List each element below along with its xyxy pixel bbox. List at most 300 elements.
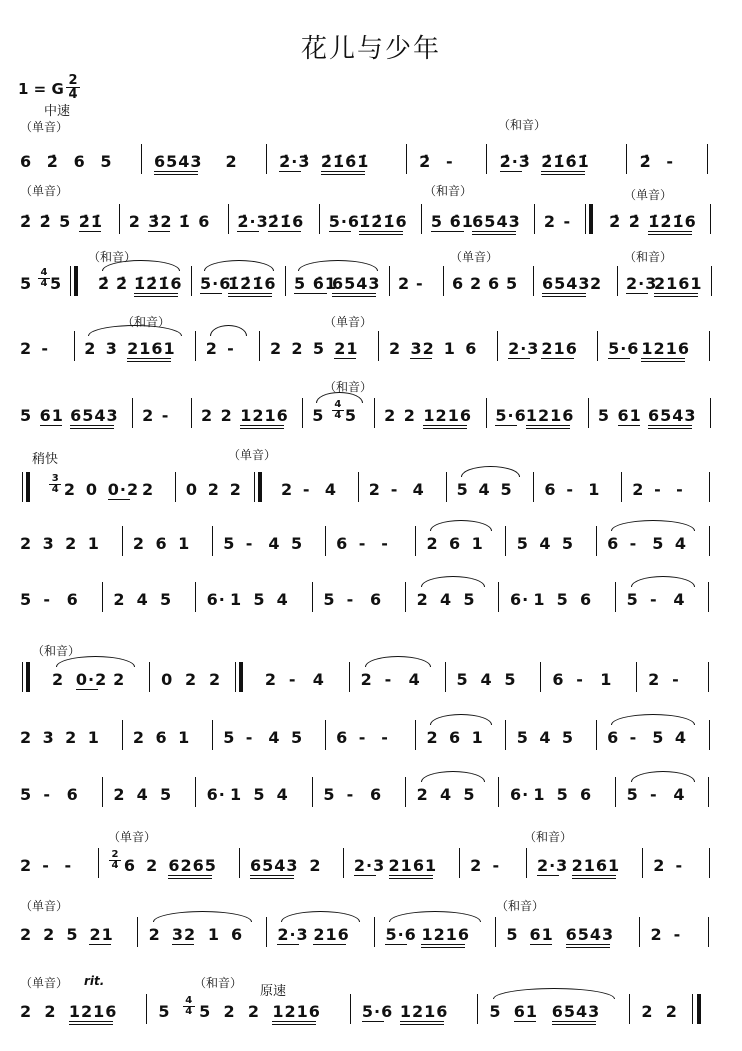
beam <box>400 1021 444 1022</box>
note: 2·3 <box>626 274 658 293</box>
note: 2̇1̇6̇1̇ <box>541 152 590 171</box>
note: 1̇2̇1̇6 <box>648 212 697 231</box>
slur <box>631 576 695 587</box>
note: - <box>673 925 682 944</box>
score-line <box>20 522 720 562</box>
note: 1216 <box>272 1002 321 1021</box>
beam <box>530 944 552 945</box>
note: 2̇ <box>46 152 59 171</box>
bar-line <box>709 720 710 750</box>
note: 4 <box>478 480 491 499</box>
note: 5 <box>463 785 476 804</box>
beam-double <box>134 296 178 297</box>
bar-line <box>405 777 406 807</box>
bar-line <box>266 144 267 174</box>
beam-double <box>321 174 365 175</box>
beam <box>154 171 198 172</box>
chord-marking: （和音） <box>88 250 137 264</box>
time-signature-change-top: 4 <box>334 399 342 410</box>
time-signature-change-bottom: 4 <box>109 860 121 871</box>
beam-double <box>69 1024 113 1025</box>
note: 5 <box>652 534 665 553</box>
bar-line <box>405 582 406 612</box>
bar-line <box>102 582 103 612</box>
beam <box>537 875 559 876</box>
note: - <box>346 590 355 609</box>
beam-double <box>542 296 586 297</box>
note: 5 <box>516 534 529 553</box>
note: 6543 <box>250 856 299 875</box>
note: 4 <box>674 728 687 747</box>
bar-line <box>149 662 150 692</box>
note: 2 <box>416 785 429 804</box>
beam <box>526 425 570 426</box>
beam <box>237 231 259 232</box>
note: 6 <box>607 534 620 553</box>
note: 2161 <box>654 274 703 293</box>
note: 6 <box>370 785 383 804</box>
bar-line <box>533 266 534 296</box>
note: 5 <box>312 406 325 425</box>
beam <box>250 875 294 876</box>
bar-line <box>212 720 213 750</box>
chord-marking: （和音） <box>496 899 545 913</box>
single-note-marking: （单音） <box>20 120 69 134</box>
note: 5 <box>253 590 266 609</box>
beam <box>240 425 284 426</box>
note: 216 <box>313 925 350 944</box>
bar-line-thick <box>26 662 30 692</box>
note: - <box>445 152 454 171</box>
note: 4 <box>136 785 149 804</box>
bar-line <box>596 720 597 750</box>
note: 2 <box>360 670 373 689</box>
note: 4 <box>673 590 686 609</box>
beam <box>618 425 640 426</box>
bar-line <box>707 144 708 174</box>
note: - <box>650 590 658 609</box>
bar-line-thick <box>589 204 593 234</box>
beam <box>69 1021 113 1022</box>
time-signature-change <box>38 268 50 289</box>
beam-double <box>168 878 212 879</box>
bar-line <box>495 917 496 947</box>
slur <box>430 714 492 725</box>
beam <box>641 358 685 359</box>
note: 2 <box>632 480 645 499</box>
note: 4 <box>268 728 281 747</box>
note: 1 <box>230 590 243 609</box>
bar-line-thick <box>258 472 262 502</box>
note: 6543 <box>332 274 381 293</box>
note: 1216 <box>423 406 472 425</box>
slur <box>611 520 695 531</box>
note: 5 <box>290 534 304 553</box>
note: 2̇·3̇ <box>279 152 311 171</box>
note: 4 <box>673 785 686 804</box>
bar-line-thin <box>22 472 23 502</box>
bar-line <box>617 266 618 296</box>
note: 6 <box>580 590 593 609</box>
note: 2̇ <box>609 212 622 231</box>
note: 1 <box>87 534 100 553</box>
chord-marking: （和音） <box>524 830 573 844</box>
beam-double <box>250 878 294 879</box>
note: 5 <box>253 785 266 804</box>
note: - <box>358 728 367 747</box>
note: 61 <box>39 406 64 425</box>
note: 0 <box>185 480 198 499</box>
note: 2 <box>291 339 304 358</box>
note: 6 <box>198 212 211 231</box>
note: 5 <box>556 785 569 804</box>
note: 2 <box>65 728 78 747</box>
note: 2 <box>142 406 155 425</box>
bar-line-thin <box>22 662 23 692</box>
single-note-marking: （单音） <box>450 250 499 264</box>
note: 2 <box>200 406 214 425</box>
score-line <box>20 658 720 698</box>
note: 2 <box>384 406 397 425</box>
bar-line <box>709 331 710 361</box>
note: 2 <box>368 480 381 499</box>
bar-line <box>374 398 375 428</box>
slur <box>389 911 481 922</box>
beam-double <box>70 428 114 429</box>
note: 2 <box>641 1002 654 1021</box>
note: 2161 <box>571 856 621 875</box>
note: 4 <box>480 670 493 689</box>
note: 6· <box>206 590 226 609</box>
time-signature-change-top: 4 <box>185 995 193 1006</box>
bar-line <box>711 266 712 296</box>
note: 5 <box>100 152 113 171</box>
key-signature: 1 = G <box>18 80 64 98</box>
note: 5 <box>199 1002 212 1021</box>
beam-double <box>359 234 403 235</box>
bar-line <box>312 777 313 807</box>
beam-double <box>332 296 376 297</box>
bar-line <box>195 331 196 361</box>
beam-double <box>572 878 616 879</box>
note: 2 <box>20 339 33 358</box>
note: 6 <box>449 728 462 747</box>
bar-line <box>621 472 622 502</box>
bar-line <box>350 994 351 1024</box>
note: 5·6 <box>328 212 361 231</box>
bar-line <box>534 204 535 234</box>
note: 4 <box>440 590 453 609</box>
beam <box>362 1021 384 1022</box>
note: 2̇·3 <box>237 212 269 231</box>
note: 3̇2 <box>148 212 173 231</box>
beam <box>495 425 517 426</box>
note: 5 <box>456 670 469 689</box>
note: - <box>672 670 680 689</box>
note: 2 <box>185 670 198 689</box>
bar-line <box>597 331 598 361</box>
note: 2̇1̇6̇1̇ <box>320 152 370 171</box>
note: 4 <box>539 534 552 553</box>
note: 6 <box>231 925 244 944</box>
note: 5 <box>20 785 33 804</box>
beam-double <box>240 428 284 429</box>
slur <box>210 325 247 336</box>
note: - <box>492 856 501 875</box>
note: 2 <box>141 480 155 499</box>
note: 1̇2̇1̇6 <box>359 212 408 231</box>
bar-line <box>406 144 407 174</box>
note: 2 <box>20 856 33 875</box>
page-title: 花儿与少年 <box>300 34 441 64</box>
note: 61 <box>617 406 642 425</box>
note: 2̇ <box>20 212 33 231</box>
note: - <box>245 728 254 747</box>
slur <box>493 988 615 999</box>
note: - <box>302 480 311 499</box>
tempo-marking: 原速 <box>260 984 287 999</box>
beam <box>228 293 272 294</box>
note: 21 <box>89 925 114 944</box>
score-line <box>20 394 720 434</box>
note: 5 <box>20 406 33 425</box>
beam <box>552 1021 596 1022</box>
note: 2 <box>208 670 222 689</box>
note: 1 <box>471 728 484 747</box>
beam-double <box>228 296 272 297</box>
note: 2 <box>113 785 126 804</box>
single-note-marking: （单音） <box>624 188 673 202</box>
score-line <box>20 990 720 1030</box>
bar-line <box>228 204 229 234</box>
bar-line <box>443 266 444 296</box>
note: 4 <box>408 670 421 689</box>
note: 5 <box>626 785 639 804</box>
slur <box>365 656 431 667</box>
bar-line <box>709 526 710 556</box>
note: 2 <box>65 534 78 553</box>
note: 5 <box>561 534 575 553</box>
beam <box>268 231 301 232</box>
bar-line-thin <box>254 472 255 502</box>
note: 5 <box>290 728 304 747</box>
note: - <box>288 670 297 689</box>
bar-line <box>325 720 326 750</box>
bar-line <box>708 582 709 612</box>
note: 2̇1̇ <box>78 212 103 231</box>
beam-double <box>472 234 516 235</box>
note: - <box>42 856 50 875</box>
score-line <box>20 913 720 953</box>
note: 2 <box>113 590 126 609</box>
beam <box>277 944 299 945</box>
beam <box>608 358 630 359</box>
score-line <box>20 200 720 240</box>
beam <box>541 358 574 359</box>
note: - <box>650 785 658 804</box>
note: 6 <box>544 480 557 499</box>
tempo-marking: 稍快 <box>32 452 59 467</box>
note: 2 <box>648 670 661 689</box>
time-signature-change-bottom: 4 <box>38 278 50 289</box>
note: 2 <box>44 1002 57 1021</box>
note: 6 <box>552 670 565 689</box>
bar-line <box>343 848 344 878</box>
time-signature-change-bottom: 4 <box>49 484 61 495</box>
chord-marking: （和音） <box>194 976 243 990</box>
beam-double <box>127 361 171 362</box>
note: 1 <box>207 925 220 944</box>
note: 5·6 <box>608 339 640 358</box>
bar-line <box>141 144 142 174</box>
note: 2 <box>229 480 242 499</box>
bar-line-thin <box>692 994 693 1024</box>
note: 2 <box>309 856 322 875</box>
bar-line <box>358 472 359 502</box>
time-signature-change-top: 3 <box>51 473 59 484</box>
beam <box>421 944 465 945</box>
bar-line-thick <box>26 472 30 502</box>
note: 1216 <box>525 406 575 425</box>
note: 4 <box>276 590 289 609</box>
beam <box>79 231 101 232</box>
time-signature-change <box>109 850 121 871</box>
bar-line <box>266 917 267 947</box>
beam <box>279 171 301 172</box>
note: - <box>43 590 51 609</box>
chord-marking: （和音） <box>498 118 547 132</box>
beam-double <box>389 878 433 879</box>
bar-line <box>195 777 196 807</box>
bar-line-thin <box>70 266 71 296</box>
note: 2 <box>426 728 439 747</box>
slur <box>316 392 362 403</box>
note: 5 <box>20 274 33 293</box>
note: - <box>666 152 675 171</box>
slur <box>631 771 695 782</box>
note: 6 <box>336 534 349 553</box>
note: 1̇ <box>178 212 191 231</box>
bar-line <box>122 720 123 750</box>
bar-line <box>146 994 147 1024</box>
bar-line <box>626 144 627 174</box>
score-line <box>20 327 720 367</box>
note: 2161 <box>388 856 438 875</box>
note: 1̇2̇1̇6 <box>134 274 183 293</box>
note: 1216 <box>68 1002 118 1021</box>
bar-line <box>374 917 375 947</box>
beam <box>134 293 178 294</box>
bar-line <box>212 526 213 556</box>
beam <box>148 231 170 232</box>
note: 6 <box>123 856 137 875</box>
bar-line <box>259 331 260 361</box>
note: 2̇ <box>39 212 52 231</box>
note: 2̇ <box>98 274 111 293</box>
note: 1 <box>471 534 484 553</box>
note: 5 <box>626 590 639 609</box>
note: 2 <box>280 480 294 499</box>
ritardando-marking: rit. <box>84 974 105 988</box>
note: 5 6̇1 <box>294 274 337 293</box>
note: - <box>381 534 389 553</box>
bar-line <box>498 582 499 612</box>
note: 4 <box>324 480 338 499</box>
note: 5 <box>223 534 236 553</box>
note: 0·2 <box>75 670 108 689</box>
beam-double <box>654 296 698 297</box>
note: 2 <box>470 856 483 875</box>
note: 6· <box>206 785 226 804</box>
beam <box>648 231 692 232</box>
single-note-marking: （单音） <box>20 184 69 198</box>
note: 5·6 <box>495 406 527 425</box>
bar-line <box>708 917 709 947</box>
bar-line <box>615 777 616 807</box>
slur <box>204 260 274 271</box>
note: 2 <box>389 339 402 358</box>
note: 32 <box>410 339 435 358</box>
note: - <box>390 480 399 499</box>
chord-marking: （和音） <box>424 184 473 198</box>
bar-line <box>629 994 630 1024</box>
note: - <box>227 339 235 358</box>
slur <box>430 520 492 531</box>
note: 6 <box>73 152 86 171</box>
note: 5 <box>312 339 325 358</box>
note: 3 <box>42 534 55 553</box>
beam <box>272 1021 316 1022</box>
bar-line <box>596 526 597 556</box>
bar-line <box>533 472 534 502</box>
note: 2 <box>223 1002 236 1021</box>
single-note-marking: （单音） <box>20 976 69 990</box>
bar-line <box>319 204 320 234</box>
note: 5 <box>597 406 611 425</box>
note: 6 <box>66 785 79 804</box>
beam <box>200 293 222 294</box>
slur <box>421 576 485 587</box>
note: 5 <box>506 925 519 944</box>
note: 1 <box>588 480 601 499</box>
single-note-marking: （单音） <box>228 448 277 462</box>
note: - <box>416 274 424 293</box>
beam <box>472 231 516 232</box>
note: 2 <box>113 670 126 689</box>
note: 5 <box>59 212 72 231</box>
note: - <box>346 785 355 804</box>
note: 2 <box>51 670 65 689</box>
bar-line <box>191 398 192 428</box>
note: 1216 <box>641 339 690 358</box>
score-line <box>20 578 720 618</box>
beam <box>572 875 616 876</box>
time-signature-change-top: 2 <box>111 849 119 860</box>
beam <box>541 171 585 172</box>
bar-line <box>98 848 99 878</box>
note: 1 <box>230 785 243 804</box>
note: 2 <box>20 925 33 944</box>
note: 2 <box>220 406 233 425</box>
note: 2̇·3̇ <box>499 152 531 171</box>
bar-line <box>122 526 123 556</box>
note: 6543 <box>648 406 697 425</box>
bar-line <box>486 144 487 174</box>
bar-line <box>497 331 498 361</box>
chord-marking: （和音） <box>122 315 171 329</box>
note: 5 <box>504 670 517 689</box>
note: 2·3 <box>277 925 309 944</box>
